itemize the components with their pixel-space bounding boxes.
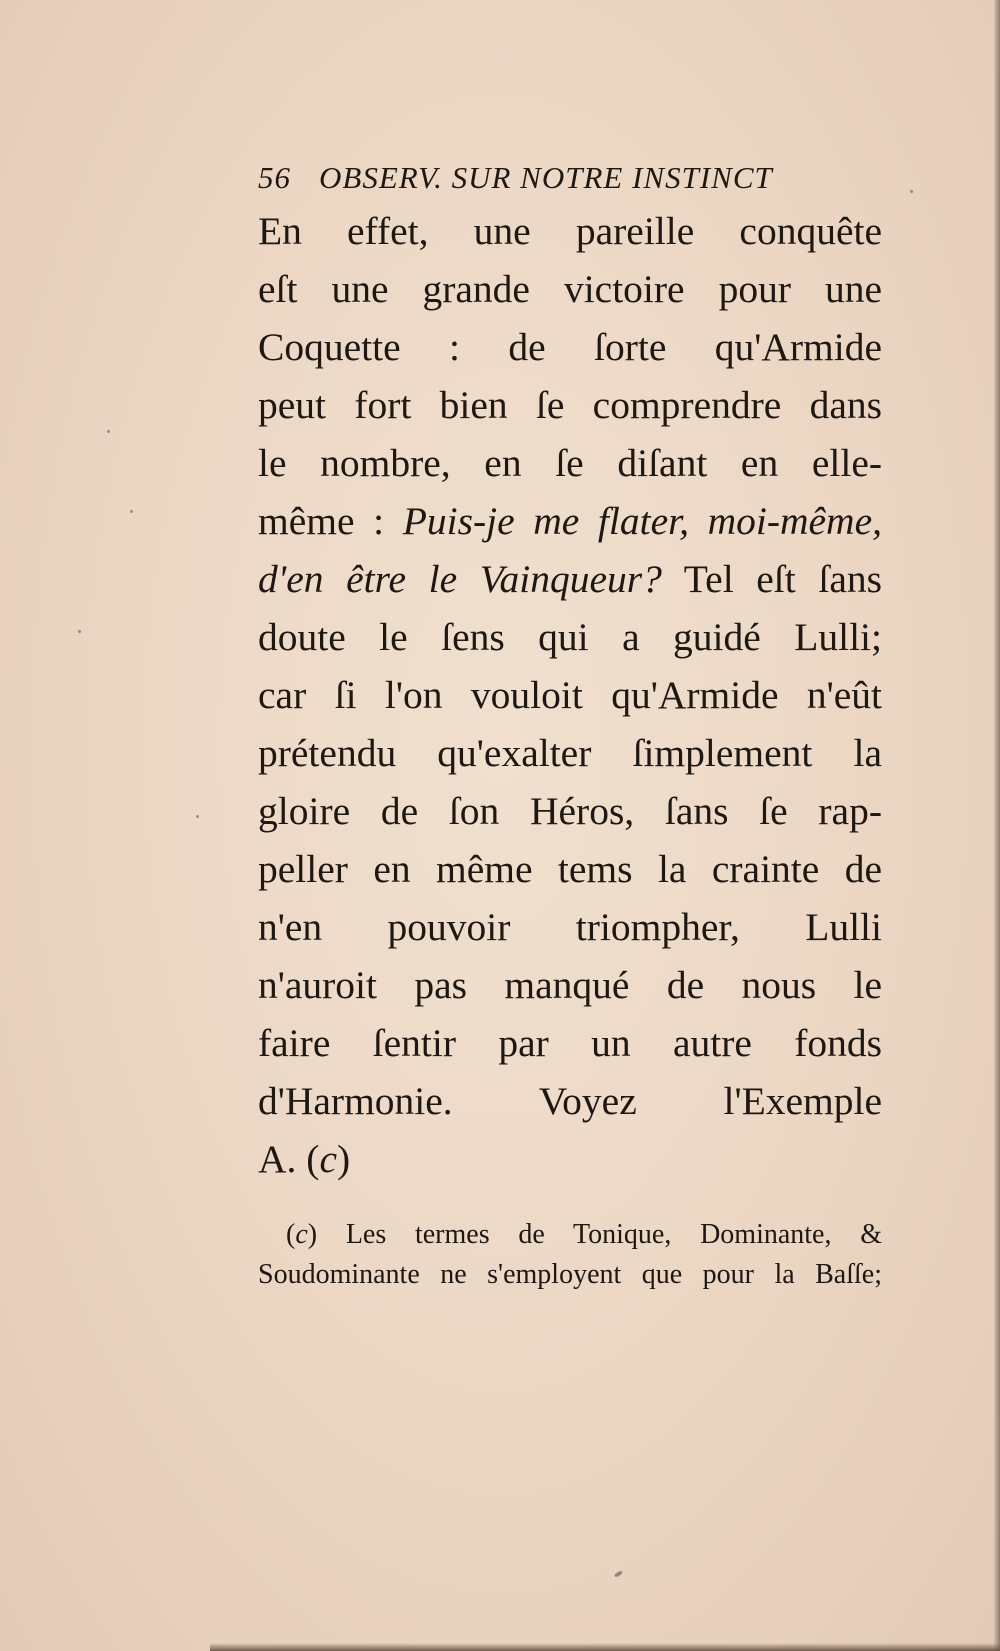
footnote-marker: c	[295, 1219, 308, 1250]
text-line-17-italic: c	[319, 1137, 337, 1181]
ink-speck	[130, 510, 133, 513]
footnote-marker-open: (	[286, 1219, 296, 1250]
text-line-5: le nombre, en ſe diſant en elle-	[258, 441, 882, 485]
text-line-7	[258, 550, 882, 608]
text-line-7-italic: d'en être le Vainqueur?	[258, 557, 662, 601]
text-line-12: peller en même tems la crainte de	[258, 847, 882, 891]
text-line-17	[258, 1130, 882, 1188]
text-line-2: eſt une grande victoire pour une	[258, 267, 882, 311]
footnote-line-2: Soudominante ne s'employent que pour la Baſſe;	[258, 1259, 882, 1290]
text-line-7-roman: Tel eſt ſans	[661, 557, 882, 601]
text-line-4: peut fort bien ſe comprendre dans	[258, 383, 882, 427]
ink-speck	[196, 815, 199, 818]
text-line-6-roman: même :	[258, 499, 403, 543]
text-line-3: Coquette : de ſorte qu'Armide	[258, 325, 882, 369]
text-line-16: d'Harmonie. Voyez l'Exemple	[258, 1079, 882, 1123]
running-head	[258, 160, 878, 204]
page-number: 56	[258, 160, 291, 195]
text-line-13: n'en pouvoir triompher, Lulli	[258, 905, 882, 949]
text-line-6	[258, 492, 882, 550]
text-line-11: gloire de ſon Héros, ſans ſe rap-	[258, 789, 882, 833]
text-line-15: faire ſentir par un autre fonds	[258, 1021, 882, 1065]
ink-speck	[614, 1570, 624, 1578]
text-line-10: prétendu qu'exalter ſimplement la	[258, 731, 882, 775]
page-edge-shadow	[994, 0, 1000, 1651]
page-bottom-shadow	[210, 1643, 1000, 1651]
text-line-6-italic: Puis-je me flater, moi-même,	[402, 499, 882, 543]
text-line-8: doute le ſens qui a guidé Lulli;	[258, 615, 882, 659]
ink-speck	[78, 630, 81, 633]
ink-speck	[107, 430, 110, 433]
text-line-14: n'auroit pas manqué de nous le	[258, 963, 882, 1007]
text-line-1: En effet, une pareille conquête	[258, 209, 882, 253]
text-line-9: car ſi l'on vouloit qu'Armide n'eût	[258, 673, 882, 717]
footnote-line-1-text: ) Les termes de Tonique, Dominante, &	[307, 1219, 882, 1250]
text-line-17-roman: A. (	[258, 1137, 320, 1181]
ink-speck	[910, 190, 913, 193]
running-title: OBSERV. SUR NOTRE INSTINCT	[319, 160, 773, 195]
text-line-17-close: )	[336, 1137, 351, 1181]
footnote-line-1	[286, 1215, 882, 1255]
